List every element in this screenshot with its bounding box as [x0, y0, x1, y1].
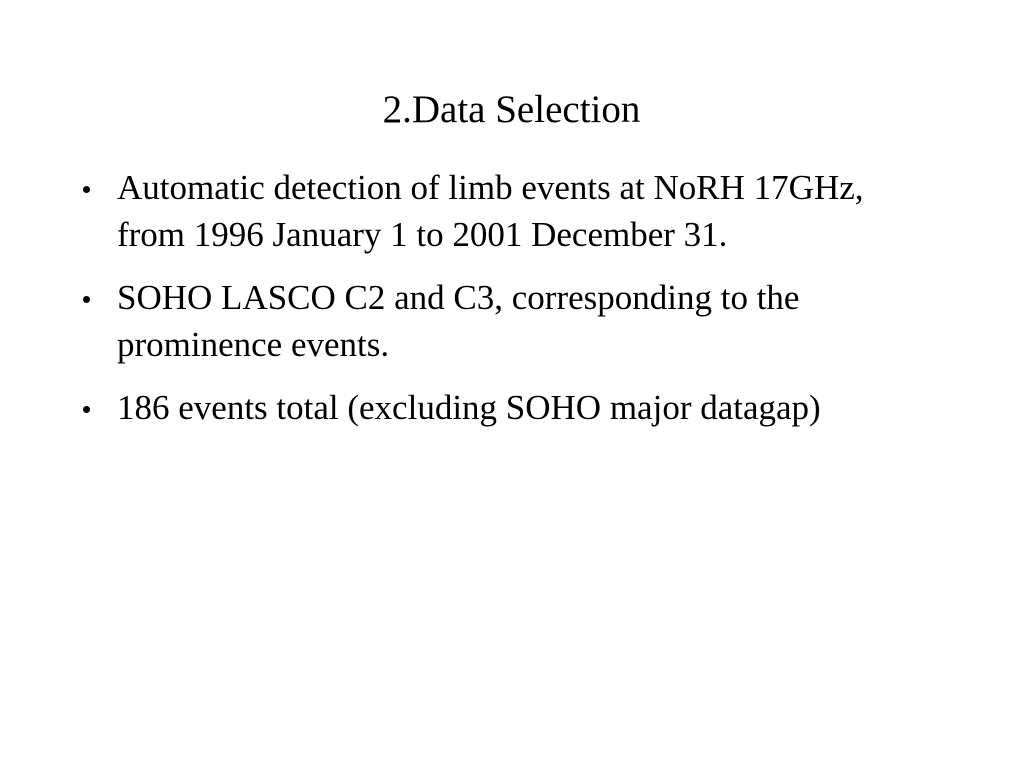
- bullet-item: [80, 274, 940, 368]
- bullet-list: [80, 164, 940, 447]
- bullet-text: 186 events total (excluding SOHO major datagap): [117, 388, 821, 427]
- bullet-dot-icon: [83, 186, 90, 193]
- slide-title: 2.Data Selection: [382, 88, 641, 131]
- bullet-item: [80, 384, 940, 431]
- bullet-dot-icon: [83, 296, 90, 303]
- bullet-dot-icon: [83, 406, 90, 413]
- bullet-item: [80, 164, 940, 258]
- bullet-text: Automatic detection of limb events at NoRH 17GHz, from 1996 January 1 to 2001 December 31.: [117, 168, 864, 254]
- bullet-text: SOHO LASCO C2 and C3, corresponding to the prominence events.: [117, 278, 800, 364]
